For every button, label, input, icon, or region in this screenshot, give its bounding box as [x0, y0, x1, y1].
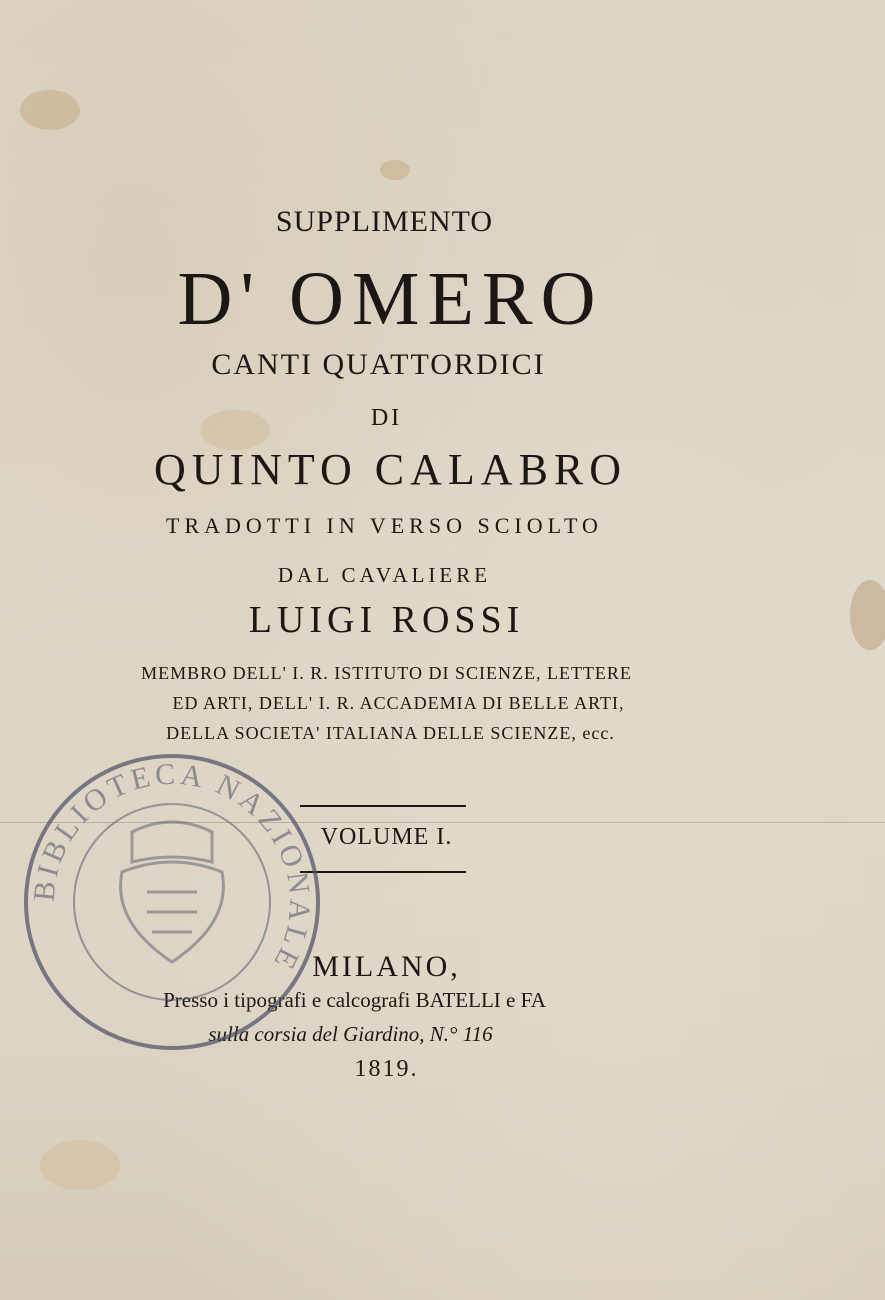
heading-supplimento: SUPPLIMENTO [275, 205, 494, 238]
imprint-year: 1819. [354, 1056, 419, 1082]
by-line-di: DI [370, 405, 403, 431]
library-stamp [12, 752, 332, 1052]
imprint-city: MILANO, [312, 950, 461, 983]
affiliation-line-2: ED ARTI, DELL' I. R. ACCADEMIA DI BELLE ARTI, [172, 693, 625, 713]
imprint-address: sulla corsia del Giardino, N.° 116 [208, 1022, 493, 1046]
imprint-printer: Presso i tipografi e calcografi BATELLI e FA [163, 988, 546, 1012]
svg-text:BIBLIOTECA NAZIONALE [28, 758, 317, 978]
stain [850, 580, 885, 650]
stain [40, 1140, 120, 1190]
stamp-text: BIBLIOTECA NAZIONALE [27, 757, 317, 978]
translator-title: DAL CAVALIERE [277, 563, 492, 587]
volume-label: VOLUME I. [320, 824, 453, 850]
author-name: QUINTO CALABRO [153, 445, 628, 494]
heading-omero: D' OMERO [177, 257, 604, 341]
stain [380, 160, 410, 180]
subtitle-canti: CANTI QUATTORDICI [211, 348, 546, 381]
stain [20, 90, 80, 130]
translator-name: LUIGI ROSSI [248, 599, 525, 641]
affiliation-line-1: MEMBRO DELL' I. R. ISTITUTO DI SCIENZE, LETTERE [141, 663, 632, 683]
affiliation-line-3: DELLA SOCIETA' ITALIANA DELLE SCIENZE, ecc. [166, 723, 615, 743]
translation-note: TRADOTTI IN VERSO SCIOLTO [166, 513, 603, 538]
crest-icon [121, 822, 224, 962]
